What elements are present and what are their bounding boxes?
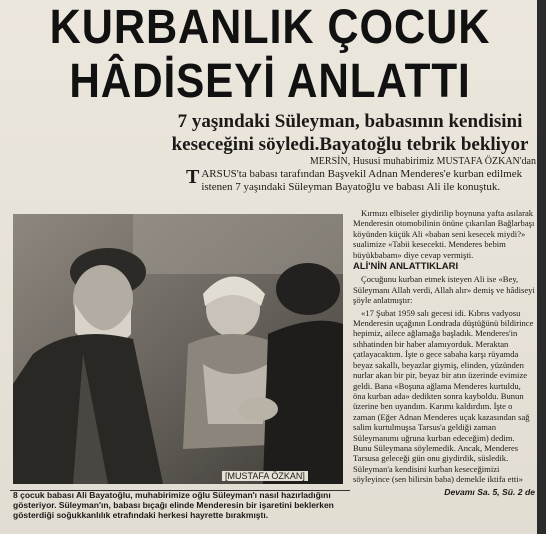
- headline-line-1: KURBANLIK ÇOCUK: [49, 1, 491, 54]
- byline: MERSİN, Hususi muhabirimiz MUSTAFA ÖZKAN'dan: [309, 156, 536, 167]
- headline-line-2: HÂDİSEYİ ANLATTI: [69, 55, 471, 108]
- subheadline: 7 yaşındaki Süleyman, babasının kendisini keseceğini söyledi.Bayatoğlu tebrik bekliyor: [171, 111, 529, 155]
- intro-text: ARSUS'ta babası tarafından Başvekil Adnan Menderes'e kurban edilmek istenen 7 yaşındaki Süleyman Bayatoğlu ve babası Ali ile konuştuk.: [201, 168, 523, 193]
- intro-paragraph: [186, 168, 532, 194]
- photo-illustration: [13, 214, 343, 484]
- article-column: [353, 208, 535, 499]
- drop-cap: T: [186, 166, 200, 188]
- section-subhead: ALİ'NİN ANLATTIKLARI: [353, 261, 459, 273]
- photo-credit: [MUSTAFA ÖZKAN]: [222, 471, 308, 481]
- news-photo: [13, 214, 343, 484]
- page-edge: [537, 0, 546, 534]
- photo-caption: 8 çocuk babası Ali Bayatoğlu, muhabirimize oğlu Süleyman'ı nasıl hazırladığını gösteriyor. Süleyman'ın, babası bıçağı elinde Menderesin bir işaretini beklerken gösterdiği soğukkanlılık etrafındaki herkesi hayrette bırakmıştı.: [13, 490, 334, 520]
- continued-link[interactable]: Devamı Sa. 5, Sü. 2 de: [444, 486, 535, 497]
- column-paragraph-3: «17 Şubat 1959 salı gecesi idi. Kıbrıs vadyosu Menderesin uçağının Londrada düştüğünü bildirince hepimiz, ailece ağlamağa başladık. Menderes'in sıhhatinden bir haber alamıyorduk. Meraktan çatlayacaktım. İşte o gece sabaha karşı rüyamda beyaz sakallı, beyazlar giymiş, elinden, yüzünden nurlar akan bir pir, beyaz bir atın üzerinde evimize geldi. Bana «Boşuna ağlama Menderes kurtuldu, öna kurban ada» dedikten sonra kayboldu. Bunun üzerine ben uyandım. Karımı kaldırdım. İşte o zaman (Eğer Adnan Menderes uçak kazasından sağ salim kurtulmuşsa Tarsus'a geldiği zaman Süleymanımı uğruna kurban edeceğim) dedim. Bunu Süleymana söylemedik. Ancak, Menderes Tarsusa geleceği gün onu giydirdik, süsledik. Süleyman'a kendisini kurban keseceğimizi söyleyince (sen bilirsin baba) demekle iktifa etti»: [353, 307, 534, 485]
- column-paragraph-1: Kırmızı elbiseler giydirilip boynuna yafta asılarak Menderesin otomobilinin önüne çıkarılan Bağlarbaşı köyünden küçük Ali «baban seni kesecek miydi?» sualimize «Tabii kesecekti. Menderes bebim büyükbabam» diye cevap vermişti.: [353, 208, 535, 260]
- column-paragraph-2: Çocuğunu kurban etmek isteyen Ali ise «Bey, Süleymanı Allah verdi, Allah alır» demiş ve hâdiseyi şöyle anlatmıştır:: [353, 274, 535, 306]
